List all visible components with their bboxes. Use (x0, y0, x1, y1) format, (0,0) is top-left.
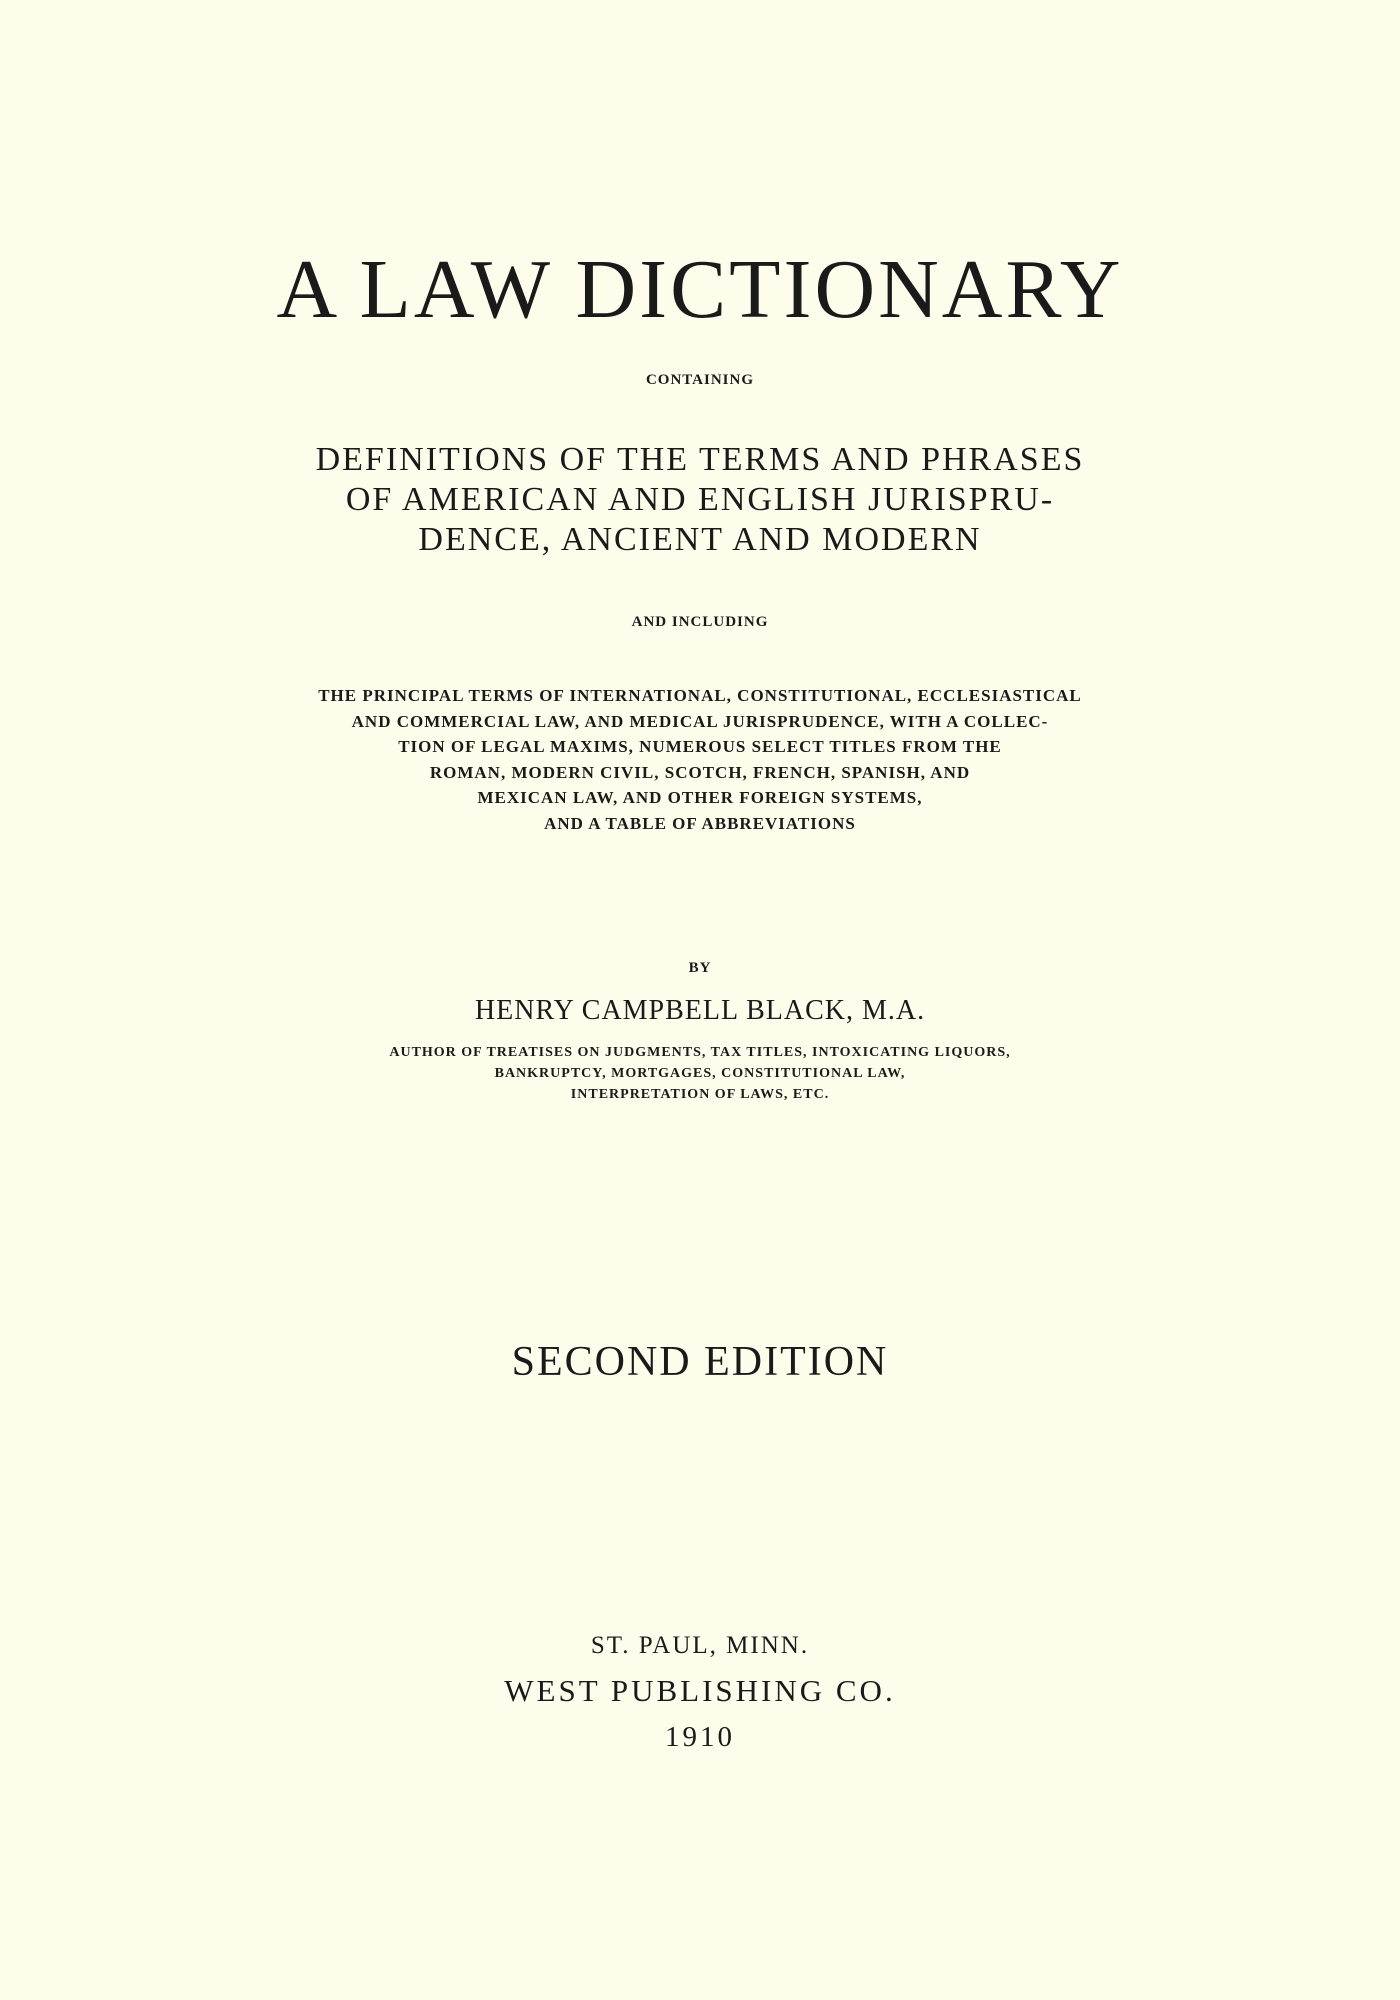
author-works-block (0, 1042, 1400, 1105)
principal-terms-line: AND COMMERCIAL LAW, AND MEDICAL JURISPRUDENCE, WITH A COLLEC- (351, 711, 1049, 731)
author-works-line: BANKRUPTCY, MORTGAGES, CONSTITUTIONAL LAW, (494, 1066, 906, 1081)
definitions-line: DENCE, ANCIENT AND MODERN (418, 521, 982, 558)
principal-terms-line: AND A TABLE OF ABBREVIATIONS (544, 813, 856, 833)
by-label: BY (688, 960, 712, 976)
principal-terms-line: THE PRINCIPAL TERMS OF INTERNATIONAL, CONSTITUTIONAL, ECCLESIASTICAL (318, 686, 1082, 705)
definitions-line: OF AMERICAN AND ENGLISH JURISPRU- (345, 481, 1055, 518)
publisher-name: WEST PUBLISHING CO. (504, 1673, 896, 1708)
publication-year: 1910 (665, 1721, 735, 1753)
author-works-line: INTERPRETATION OF LAWS, ETC. (570, 1087, 830, 1102)
containing-label: CONTAINING (645, 372, 755, 388)
principal-terms-block (0, 683, 1400, 836)
author-works-line: AUTHOR OF TREATISES ON JUDGMENTS, TAX TITLES, INTOXICATING LIQUORS, (389, 1045, 1011, 1060)
principal-terms-line: ROMAN, MODERN CIVIL, SCOTCH, FRENCH, SPANISH, AND (429, 762, 971, 782)
definitions-block (0, 440, 1400, 560)
principal-terms-line: TION OF LEGAL MAXIMS, NUMEROUS SELECT TITLES FROM THE (398, 737, 1002, 756)
author-name: HENRY CAMPBELL BLACK, M.A. (474, 995, 926, 1026)
publication-place: ST. PAUL, MINN. (590, 1632, 810, 1659)
definitions-line: DEFINITIONS OF THE TERMS AND PHRASES (315, 441, 1085, 478)
edition-label: SECOND EDITION (511, 1339, 889, 1385)
including-label: AND INCLUDING (631, 614, 769, 630)
book-title: A LAW DICTIONARY (276, 243, 1124, 336)
principal-terms-line: MEXICAN LAW, AND OTHER FOREIGN SYSTEMS, (477, 788, 923, 807)
